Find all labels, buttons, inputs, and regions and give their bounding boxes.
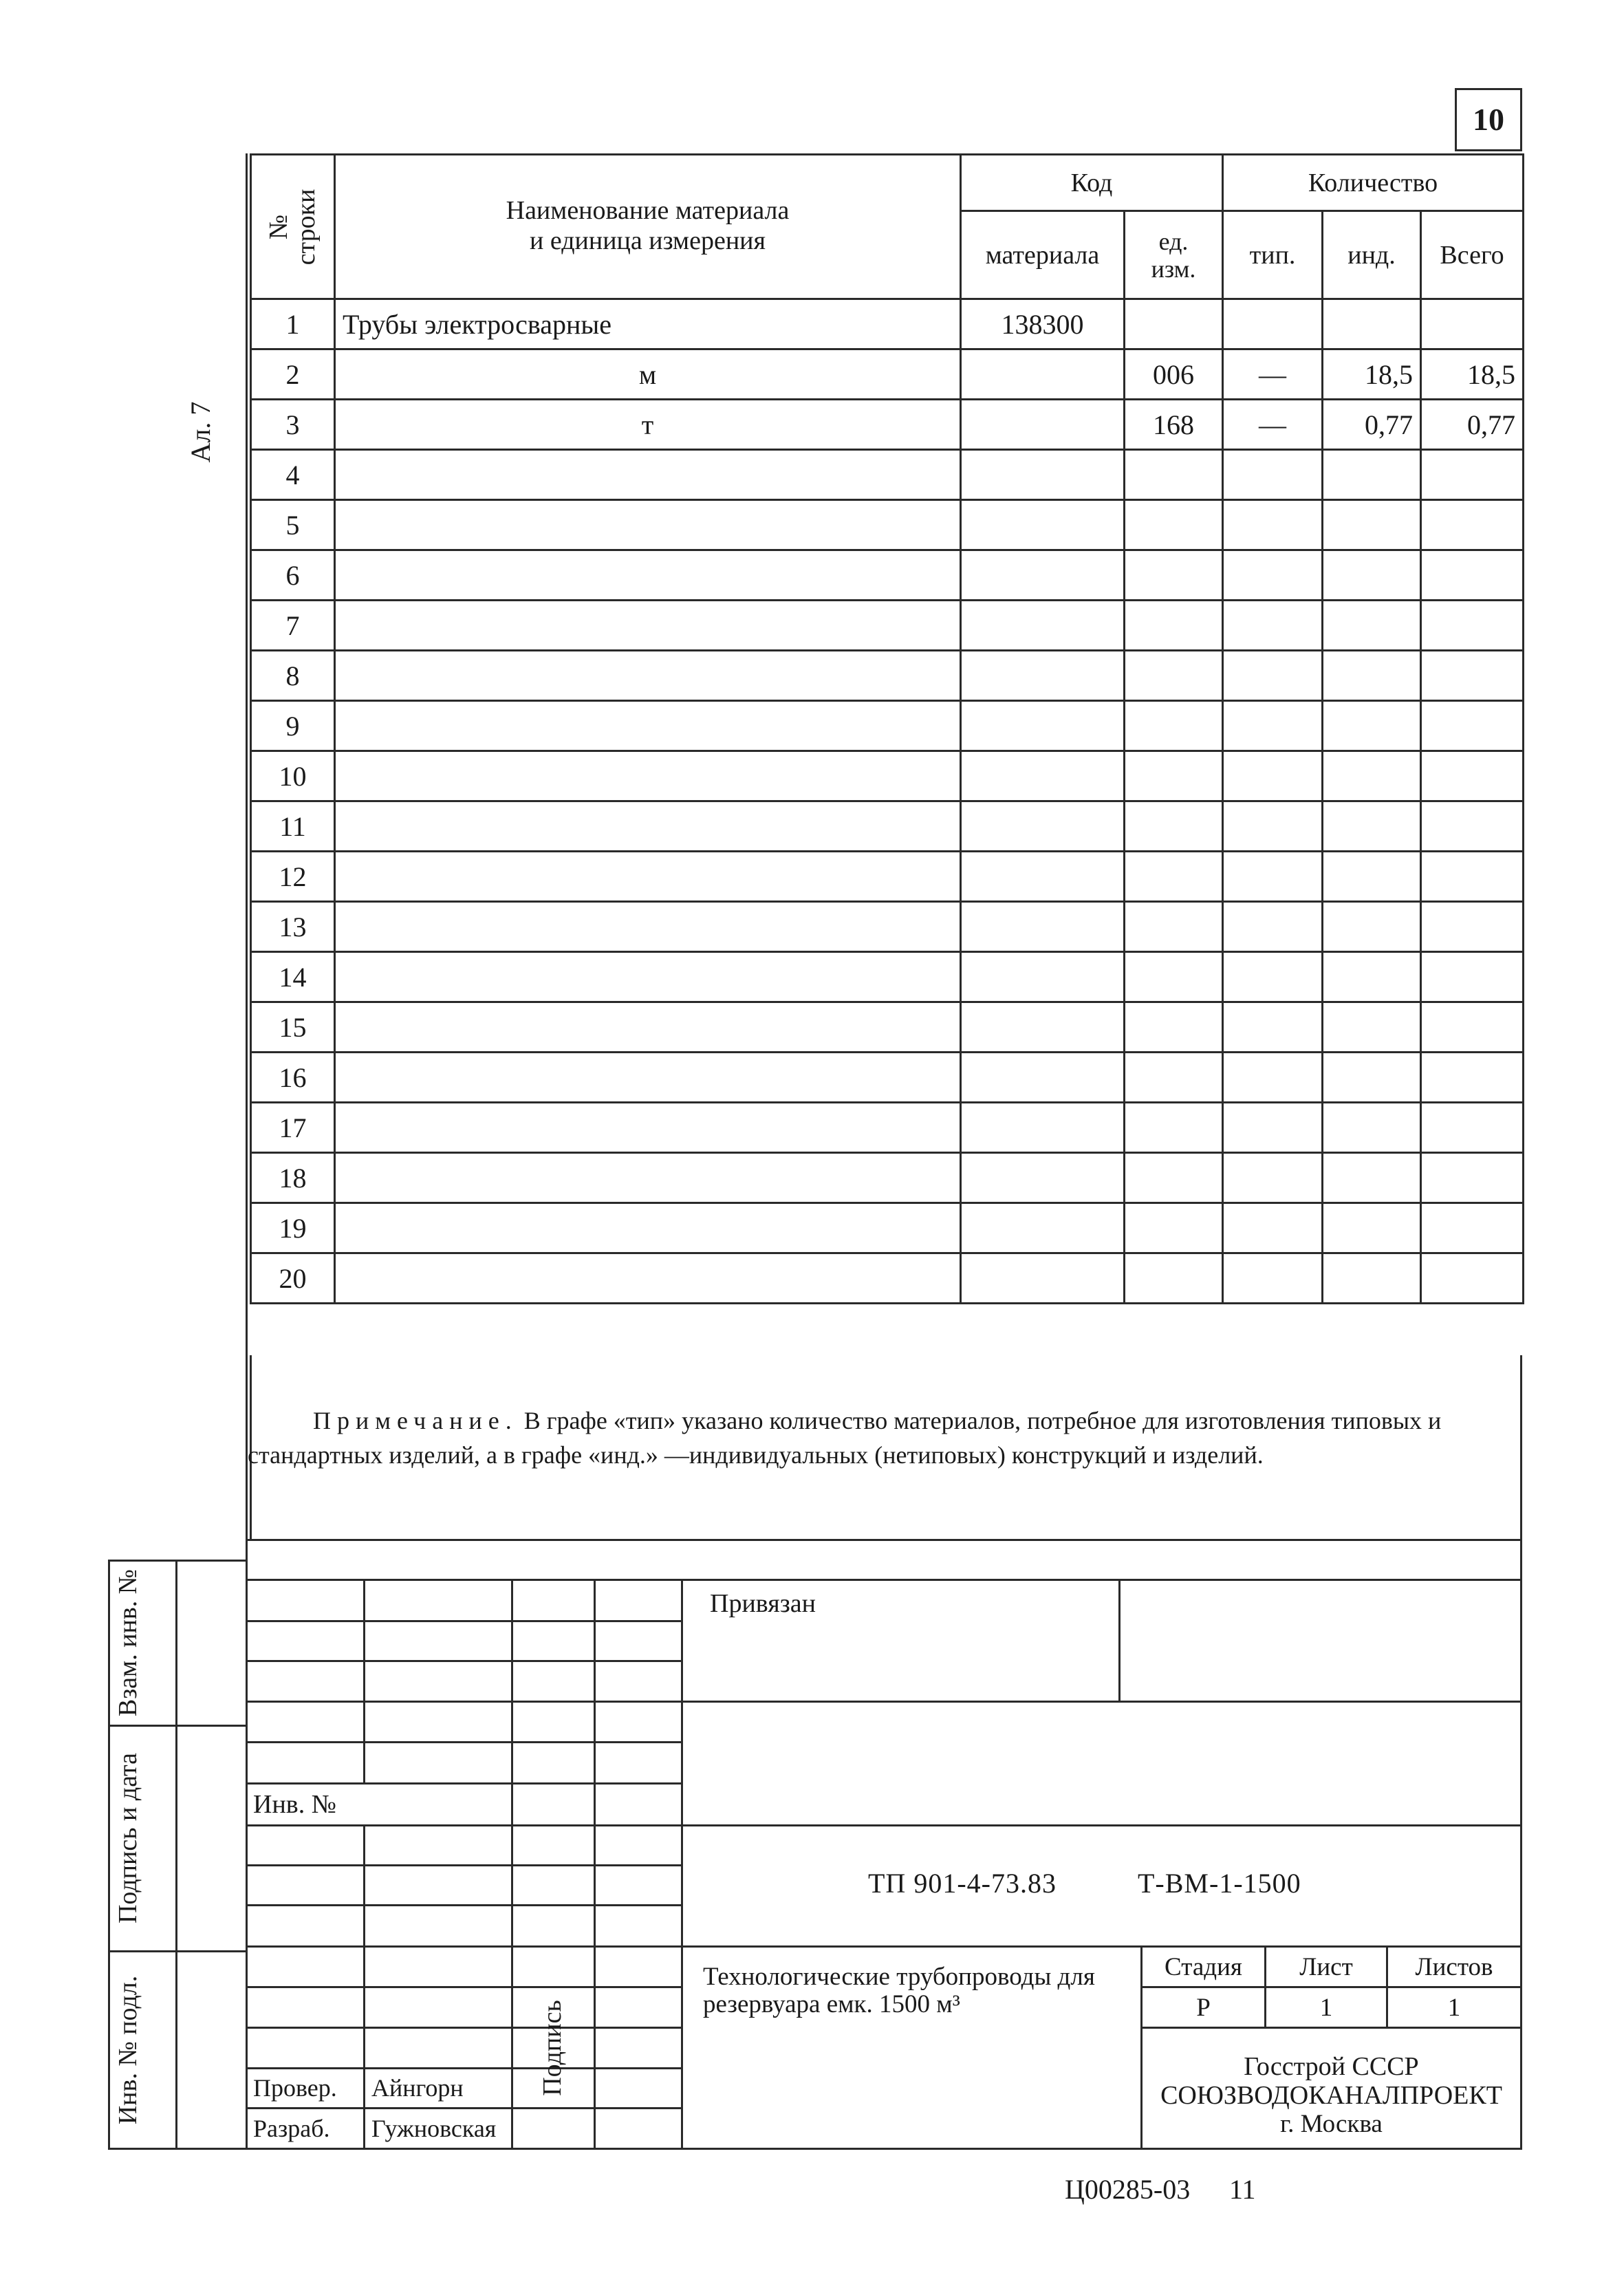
qty-total-cell — [1421, 651, 1524, 701]
qty-typ-cell — [1223, 1053, 1323, 1103]
qty-typ-cell — [1223, 550, 1323, 601]
sheets-value: 1 — [1447, 1994, 1461, 2022]
qty-typ-cell — [1223, 952, 1323, 1002]
header-quantity-group: Количество — [1223, 155, 1524, 211]
qty-ind-cell — [1323, 450, 1421, 500]
privyazan-label: Привязан — [710, 1589, 816, 1618]
material-code-cell — [961, 651, 1125, 701]
row-number-cell: 7 — [251, 601, 335, 651]
material-name-cell — [335, 701, 961, 751]
qty-typ-cell — [1223, 902, 1323, 952]
footer-code: Ц00285-03 — [1065, 2174, 1191, 2205]
side-label: Ал. 7 — [185, 401, 216, 463]
material-name-cell: т — [335, 400, 961, 450]
unit-code-cell — [1125, 852, 1223, 902]
qty-total-cell — [1421, 500, 1524, 550]
row-number-cell: 9 — [251, 701, 335, 751]
material-name-cell — [335, 751, 961, 801]
material-code-cell — [961, 1053, 1125, 1103]
footer-page: 11 — [1229, 2174, 1256, 2205]
qty-typ-cell — [1223, 1203, 1323, 1253]
note-text: В графе «тип» указано количество материалов, потребное для изготовления типовых и стандартных изделий, а в графе «инд.» —индивидуальных (нетиповых) конструкций и изделий. — [248, 1407, 1442, 1469]
material-name-cell — [335, 902, 961, 952]
material-code-cell — [961, 601, 1125, 651]
material-name-cell — [335, 550, 961, 601]
qty-ind-cell: 0,77 — [1323, 400, 1421, 450]
row-number-cell: 18 — [251, 1153, 335, 1203]
qty-total-cell — [1421, 801, 1524, 852]
role-checker: Провер. — [253, 2074, 337, 2102]
material-code-cell — [961, 500, 1125, 550]
qty-typ-cell: — — [1223, 400, 1323, 450]
document-mark: Т-ВМ-1-1500 — [1138, 1868, 1301, 1899]
material-name-cell — [335, 601, 961, 651]
qty-typ-cell: — — [1223, 349, 1323, 400]
org-line2: СОЮЗВОДОКАНАЛПРОЕКТ — [1160, 2081, 1502, 2110]
material-code-cell — [961, 1153, 1125, 1203]
page-number: 10 — [1473, 102, 1504, 137]
role-checker-name: Айнгорн — [371, 2074, 464, 2102]
material-code-cell — [961, 852, 1125, 902]
material-code-cell — [961, 751, 1125, 801]
row-number-cell: 12 — [251, 852, 335, 902]
qty-ind-cell — [1323, 299, 1421, 349]
material-code-cell — [961, 1103, 1125, 1153]
materials-table-body — [251, 299, 1524, 1304]
qty-ind-cell — [1323, 902, 1421, 952]
header-qty-typ: тип. — [1223, 211, 1323, 299]
qty-ind-cell — [1323, 952, 1421, 1002]
row-number-cell: 13 — [251, 902, 335, 952]
header-material-name-line2: и единица измерения — [530, 226, 766, 255]
header-row-number: № строки — [251, 155, 335, 299]
inv-number-label: Инв. № — [253, 1790, 336, 1819]
qty-total-cell — [1421, 450, 1524, 500]
role-developer-name: Гужновская — [371, 2115, 497, 2142]
qty-typ-cell — [1223, 500, 1323, 550]
row-number-cell: 2 — [251, 349, 335, 400]
header-code-group: Код — [961, 155, 1223, 211]
row-number-cell: 14 — [251, 952, 335, 1002]
unit-code-cell — [1125, 1002, 1223, 1053]
unit-code-cell — [1125, 550, 1223, 601]
qty-ind-cell — [1323, 500, 1421, 550]
row-number-cell: 1 — [251, 299, 335, 349]
qty-ind-cell — [1323, 852, 1421, 902]
table-row — [251, 1002, 1524, 1053]
page-number-box — [1455, 88, 1522, 151]
row-number-cell: 16 — [251, 1053, 335, 1103]
qty-ind-cell — [1323, 751, 1421, 801]
stage-header: Стадия — [1165, 1953, 1242, 1981]
table-row — [251, 651, 1524, 701]
qty-typ-cell — [1223, 299, 1323, 349]
table-row — [251, 500, 1524, 550]
table-row — [251, 751, 1524, 801]
qty-ind-cell: 18,5 — [1323, 349, 1421, 400]
material-code-cell — [961, 450, 1125, 500]
sheets-header: Листов — [1415, 1953, 1493, 1981]
row-number-cell: 4 — [251, 450, 335, 500]
material-code-cell — [961, 701, 1125, 751]
qty-ind-cell — [1323, 1253, 1421, 1304]
table-row — [251, 1203, 1524, 1253]
table-row — [251, 1253, 1524, 1304]
document-code: ТП 901-4-73.83 — [868, 1868, 1057, 1899]
unit-code-cell — [1125, 450, 1223, 500]
header-code-unit-line2: изм. — [1151, 255, 1196, 283]
podpis-data-label: Подпись и дата — [113, 1752, 142, 1924]
qty-total-cell — [1421, 1103, 1524, 1153]
unit-code-cell — [1125, 952, 1223, 1002]
unit-code-cell — [1125, 801, 1223, 852]
material-code-cell — [961, 400, 1125, 450]
qty-ind-cell — [1323, 1153, 1421, 1203]
table-row — [251, 400, 1524, 450]
header-qty-ind: инд. — [1323, 211, 1421, 299]
unit-code-cell — [1125, 500, 1223, 550]
qty-total-cell — [1421, 852, 1524, 902]
row-number-cell: 3 — [251, 400, 335, 450]
material-code-cell — [961, 349, 1125, 400]
qty-typ-cell — [1223, 852, 1323, 902]
note-prefix: Примечание. — [313, 1407, 518, 1434]
org-line3: г. Москва — [1280, 2110, 1383, 2138]
table-row — [251, 902, 1524, 952]
material-code-cell — [961, 1203, 1125, 1253]
qty-typ-cell — [1223, 801, 1323, 852]
header-row-top — [251, 155, 1524, 211]
qty-total-cell: 0,77 — [1421, 400, 1524, 450]
table-row — [251, 1103, 1524, 1153]
material-name-cell: Трубы электросварные — [335, 299, 961, 349]
material-code-cell — [961, 550, 1125, 601]
org-line1: Госстрой СССР — [1244, 2052, 1419, 2081]
qty-typ-cell — [1223, 651, 1323, 701]
materials-table — [250, 153, 1524, 1304]
unit-code-cell — [1125, 1103, 1223, 1153]
header-qty-total: Всего — [1421, 211, 1524, 299]
qty-total-cell — [1421, 701, 1524, 751]
header-code-unit — [1125, 211, 1223, 299]
qty-total-cell — [1421, 1153, 1524, 1203]
material-name-cell — [335, 1002, 961, 1053]
material-code-cell — [961, 1002, 1125, 1053]
header-code-unit-line1: ед. — [1158, 227, 1189, 255]
qty-ind-cell — [1323, 651, 1421, 701]
role-developer: Разраб. — [253, 2115, 330, 2142]
qty-total-cell — [1421, 1002, 1524, 1053]
material-code-cell — [961, 902, 1125, 952]
row-number-cell: 6 — [251, 550, 335, 601]
qty-typ-cell — [1223, 751, 1323, 801]
row-number-cell: 20 — [251, 1253, 335, 1304]
qty-typ-cell — [1223, 701, 1323, 751]
table-row — [251, 952, 1524, 1002]
qty-total-cell — [1421, 299, 1524, 349]
qty-ind-cell — [1323, 701, 1421, 751]
qty-typ-cell — [1223, 1103, 1323, 1153]
material-name-cell — [335, 651, 961, 701]
qty-total-cell — [1421, 550, 1524, 601]
header-material-name — [335, 155, 961, 299]
material-name-cell — [335, 1103, 961, 1153]
qty-ind-cell — [1323, 801, 1421, 852]
table-row — [251, 852, 1524, 902]
material-code-cell — [961, 1253, 1125, 1304]
material-name-cell — [335, 450, 961, 500]
qty-total-cell — [1421, 601, 1524, 651]
material-name-cell — [335, 1203, 961, 1253]
material-code-cell: 138300 — [961, 299, 1125, 349]
stage-value: Р — [1196, 1994, 1211, 2022]
material-name-cell — [335, 1253, 961, 1304]
material-name-cell — [335, 1053, 961, 1103]
vzam-inv-label: Взам. инв. № — [113, 1568, 142, 1717]
qty-ind-cell — [1323, 1002, 1421, 1053]
note — [248, 1403, 1513, 1472]
signature-label: Подпись — [538, 2000, 567, 2096]
unit-code-cell — [1125, 299, 1223, 349]
table-row — [251, 701, 1524, 751]
unit-code-cell — [1125, 1053, 1223, 1103]
table-row — [251, 1053, 1524, 1103]
unit-code-cell — [1125, 1253, 1223, 1304]
qty-typ-cell — [1223, 1153, 1323, 1203]
project-title-line2: резервуара емк. 1500 м³ — [703, 1990, 960, 2018]
row-number-cell: 5 — [251, 500, 335, 550]
table-row — [251, 601, 1524, 651]
unit-code-cell — [1125, 701, 1223, 751]
row-number-cell: 10 — [251, 751, 335, 801]
row-number-cell: 19 — [251, 1203, 335, 1253]
row-number-cell: 8 — [251, 651, 335, 701]
material-name-cell — [335, 500, 961, 550]
header-material-name-line1: Наименование материала — [506, 196, 790, 225]
unit-code-cell — [1125, 751, 1223, 801]
row-number-cell: 17 — [251, 1103, 335, 1153]
qty-total-cell — [1421, 952, 1524, 1002]
row-number-cell: 15 — [251, 1002, 335, 1053]
qty-ind-cell — [1323, 1053, 1421, 1103]
sheet-header: Лист — [1299, 1953, 1353, 1981]
qty-typ-cell — [1223, 450, 1323, 500]
qty-total-cell: 18,5 — [1421, 349, 1524, 400]
material-name-cell — [335, 801, 961, 852]
material-code-cell — [961, 952, 1125, 1002]
unit-code-cell: 006 — [1125, 349, 1223, 400]
unit-code-cell — [1125, 651, 1223, 701]
table-row — [251, 299, 1524, 349]
qty-ind-cell — [1323, 601, 1421, 651]
unit-code-cell — [1125, 601, 1223, 651]
table-row — [251, 349, 1524, 400]
qty-total-cell — [1421, 751, 1524, 801]
table-row — [251, 801, 1524, 852]
qty-typ-cell — [1223, 1002, 1323, 1053]
table-row — [251, 550, 1524, 601]
qty-typ-cell — [1223, 1253, 1323, 1304]
unit-code-cell — [1125, 1203, 1223, 1253]
sheet-value: 1 — [1319, 1994, 1333, 2022]
material-code-cell — [961, 801, 1125, 852]
row-number-cell: 11 — [251, 801, 335, 852]
qty-total-cell — [1421, 902, 1524, 952]
qty-total-cell — [1421, 1253, 1524, 1304]
material-name-cell — [335, 852, 961, 902]
unit-code-cell: 168 — [1125, 400, 1223, 450]
project-title-line1: Технологические трубопроводы для — [703, 1963, 1095, 1991]
qty-ind-cell — [1323, 1203, 1421, 1253]
table-row — [251, 450, 1524, 500]
table-row — [251, 1153, 1524, 1203]
material-name-cell — [335, 952, 961, 1002]
header-code-material: материала — [961, 211, 1125, 299]
inv-podl-label: Инв. № подл. — [113, 1975, 142, 2125]
qty-ind-cell — [1323, 550, 1421, 601]
unit-code-cell — [1125, 1153, 1223, 1203]
unit-code-cell — [1125, 902, 1223, 952]
material-name-cell: м — [335, 349, 961, 400]
qty-total-cell — [1421, 1203, 1524, 1253]
qty-ind-cell — [1323, 1103, 1421, 1153]
material-name-cell — [335, 1153, 961, 1203]
qty-typ-cell — [1223, 601, 1323, 651]
qty-total-cell — [1421, 1053, 1524, 1103]
